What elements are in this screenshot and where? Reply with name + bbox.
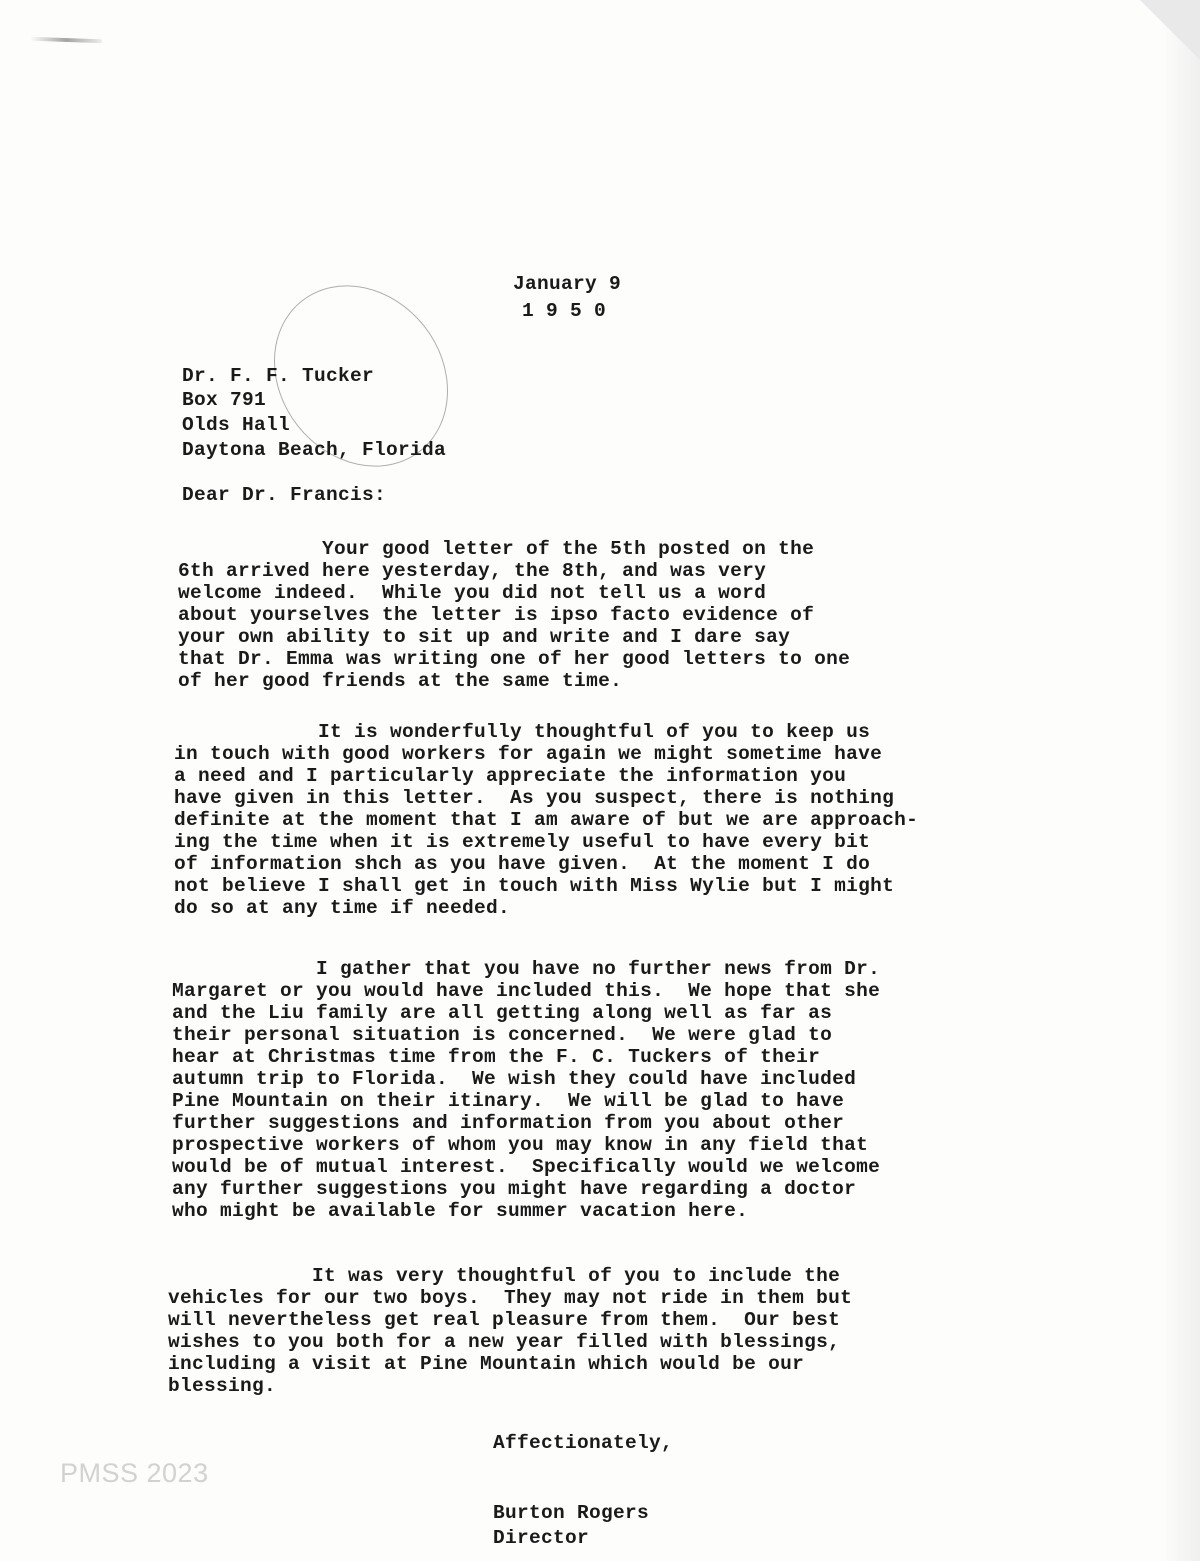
paragraph-line: of her good friends at the same time. bbox=[178, 670, 623, 692]
paragraph-line: definite at the moment that I am aware of but we are approach- bbox=[174, 809, 919, 831]
paragraph-line: that Dr. Emma was writing one of her good letters to one bbox=[178, 648, 851, 670]
paragraph-line: welcome indeed. While you did not tell us a word bbox=[178, 582, 767, 604]
address-line-hall: Olds Hall bbox=[182, 414, 291, 436]
paragraph-line: a need and I particularly appreciate the information you bbox=[174, 765, 847, 787]
closing: Affectionately, bbox=[493, 1432, 674, 1454]
page-corner-fold bbox=[1140, 0, 1200, 60]
address-line-city: Daytona Beach, Florida bbox=[182, 439, 447, 461]
date-month-day: January 9 bbox=[513, 273, 622, 295]
paragraph-line: have given in this letter. As you suspect, there is nothing bbox=[174, 787, 895, 809]
paragraph-line: prospective workers of whom you may know in any field that bbox=[172, 1134, 869, 1156]
paragraph-line: blessing. bbox=[168, 1375, 277, 1397]
paragraph-line: not believe I shall get in touch with Miss Wylie but I might bbox=[174, 875, 895, 897]
paragraph-line: any further suggestions you might have regarding a doctor bbox=[172, 1178, 857, 1200]
paragraph-1 bbox=[178, 538, 1048, 692]
address-line-box: Box 791 bbox=[182, 389, 267, 411]
scan-artifact bbox=[30, 37, 102, 44]
paragraph-line: It was very thoughtful of you to include the bbox=[168, 1265, 841, 1287]
paragraph-3 bbox=[172, 958, 1042, 1222]
paragraph-line: will nevertheless get real pleasure from them. Our best bbox=[168, 1309, 841, 1331]
address-line-name: Dr. F. F. Tucker bbox=[182, 365, 375, 387]
signer-name: Burton Rogers bbox=[493, 1502, 650, 1524]
page-edge-shadow bbox=[1160, 0, 1200, 1561]
paragraph-line: would be of mutual interest. Specifically would we welcome bbox=[172, 1156, 881, 1178]
paragraph-line: It is wonderfully thoughtful of you to keep us bbox=[174, 721, 871, 743]
paragraph-line: Pine Mountain on their itinary. We will be glad to have bbox=[172, 1090, 845, 1112]
paragraph-line: Your good letter of the 5th posted on the bbox=[178, 538, 815, 560]
paragraph-2 bbox=[174, 721, 1044, 919]
paragraph-line: in touch with good workers for again we might sometime have bbox=[174, 743, 883, 765]
paragraph-line: I gather that you have no further news from Dr. bbox=[172, 958, 881, 980]
paragraph-line: including a visit at Pine Mountain which would be our bbox=[168, 1353, 805, 1375]
paragraph-line: of information shch as you have given. At the moment I do bbox=[174, 853, 871, 875]
paragraph-line: wishes to you both for a new year filled with blessings, bbox=[168, 1331, 841, 1353]
salutation: Dear Dr. Francis: bbox=[182, 484, 387, 506]
watermark: PMSS 2023 bbox=[60, 1458, 209, 1488]
signer-title: Director bbox=[493, 1527, 590, 1549]
paragraph-line: Margaret or you would have included this. We hope that she bbox=[172, 980, 881, 1002]
paragraph-line: further suggestions and information from you about other bbox=[172, 1112, 845, 1134]
paragraph-line: who might be available for summer vacation here. bbox=[172, 1200, 749, 1222]
date-year: 1 9 5 0 bbox=[522, 300, 607, 322]
paragraph-line: their personal situation is concerned. We were glad to bbox=[172, 1024, 833, 1046]
paragraph-line: and the Liu family are all getting along well as far as bbox=[172, 1002, 833, 1024]
paragraph-line: do so at any time if needed. bbox=[174, 897, 511, 919]
paragraph-line: autumn trip to Florida. We wish they could have included bbox=[172, 1068, 857, 1090]
paragraph-line: vehicles for our two boys. They may not ride in them but bbox=[168, 1287, 853, 1309]
paragraph-4 bbox=[168, 1265, 1038, 1397]
paragraph-line: hear at Christmas time from the F. C. Tuckers of their bbox=[172, 1046, 821, 1068]
paragraph-line: 6th arrived here yesterday, the 8th, and was very bbox=[178, 560, 767, 582]
paragraph-line: your own ability to sit up and write and I dare say bbox=[178, 626, 791, 648]
paragraph-line: about yourselves the letter is ipso facto evidence of bbox=[178, 604, 815, 626]
paragraph-line: ing the time when it is extremely useful to have every bit bbox=[174, 831, 871, 853]
